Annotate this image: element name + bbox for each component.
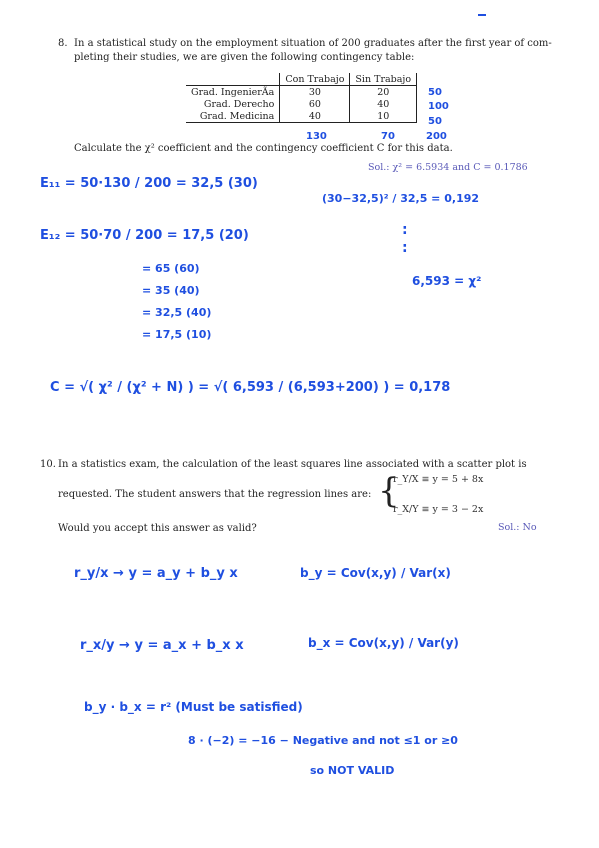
table-cell: 40 <box>350 98 417 110</box>
row-total: 50 <box>428 116 442 127</box>
hw-expected-value: = 17,5 (10) <box>142 328 212 341</box>
table-cell: 20 <box>350 86 417 99</box>
problem-8-question: Calculate the χ² coefficient and the contingency coefficient C for this data. <box>74 143 453 154</box>
problem-10-text-line1: In a statistics exam, the calculation of the least squares line associated with a scatter plot is <box>58 459 527 470</box>
hw-e12: E₁₂ = 50·70 / 200 = 17,5 (20) <box>40 228 249 243</box>
hw-line-xy: r_x/y → y = a_x + b_x x <box>80 638 244 653</box>
hw-bx-formula: b_x = Cov(x,y) / Var(y) <box>308 636 459 650</box>
hw-line-yx: r_y/x → y = a_y + b_y x <box>74 566 238 581</box>
regression-equation-2: r_X/Y ≡ y = 3 − 2x <box>393 504 484 515</box>
hw-conclusion: so NOT VALID <box>310 764 395 777</box>
problem-10-solution: Sol.: No <box>498 522 537 533</box>
col-total: 200 <box>426 131 447 142</box>
hw-chi-total: 6,593 = χ² <box>412 274 482 288</box>
hw-expected-value: = 35 (40) <box>142 284 200 297</box>
problem-10-question: Would you accept this answer as valid? <box>58 523 257 534</box>
hw-dots: : <box>402 240 408 256</box>
row-total: 100 <box>428 101 449 112</box>
problem-8-solution: Sol.: χ² = 6.5934 and C = 0.1786 <box>368 162 528 173</box>
table-row-label: Grad. Medicina <box>186 110 280 123</box>
problem-8-number: 8. <box>58 38 68 49</box>
table-cell: 10 <box>350 110 417 123</box>
stray-mark <box>478 14 486 16</box>
equation-brace: { <box>378 471 400 511</box>
table-cell: 30 <box>280 86 350 99</box>
hw-e11: E₁₁ = 50·130 / 200 = 32,5 (30) <box>40 176 258 191</box>
hw-expected-value: = 65 (60) <box>142 262 200 275</box>
problem-8-text-line1: In a statistical study on the employment situation of 200 graduates after the first year of com- <box>74 38 552 49</box>
contingency-table <box>186 73 417 123</box>
table-header: Sin Trabajo <box>350 73 417 86</box>
hw-chi-term: (30−32,5)² / 32,5 = 0,192 <box>322 192 480 205</box>
problem-8-text-line2: pleting their studies, we are given the following contingency table: <box>74 52 415 63</box>
hw-dots: : <box>402 222 408 238</box>
hw-expected-value: = 32,5 (40) <box>142 306 212 319</box>
table-cell: 60 <box>280 98 350 110</box>
col-total: 130 <box>306 131 327 142</box>
table-corner <box>186 73 280 86</box>
regression-equation-1: r_Y/X ≡ y = 5 + 8x <box>393 474 484 485</box>
problem-10-number: 10. <box>40 459 56 470</box>
hw-product: b_y · b_x = r² (Must be satisfied) <box>84 700 303 714</box>
row-total: 50 <box>428 87 442 98</box>
col-total: 70 <box>381 131 395 142</box>
table-header: Con Trabajo <box>280 73 350 86</box>
problem-10-text-line2: requested. The student answers that the regression lines are: <box>58 489 372 500</box>
table-cell: 40 <box>280 110 350 123</box>
table-row-label: Grad. IngenierÃa <box>186 86 280 99</box>
hw-by-formula: b_y = Cov(x,y) / Var(x) <box>300 566 451 580</box>
hw-calc: 8 · (−2) = −16 − Negative and not ≤1 or ≥0 <box>188 734 458 747</box>
hw-c-formula: C = √( χ² / (χ² + N) ) = √( 6,593 / (6,593+200) ) = 0,178 <box>50 380 451 395</box>
table-row-label: Grad. Derecho <box>186 98 280 110</box>
